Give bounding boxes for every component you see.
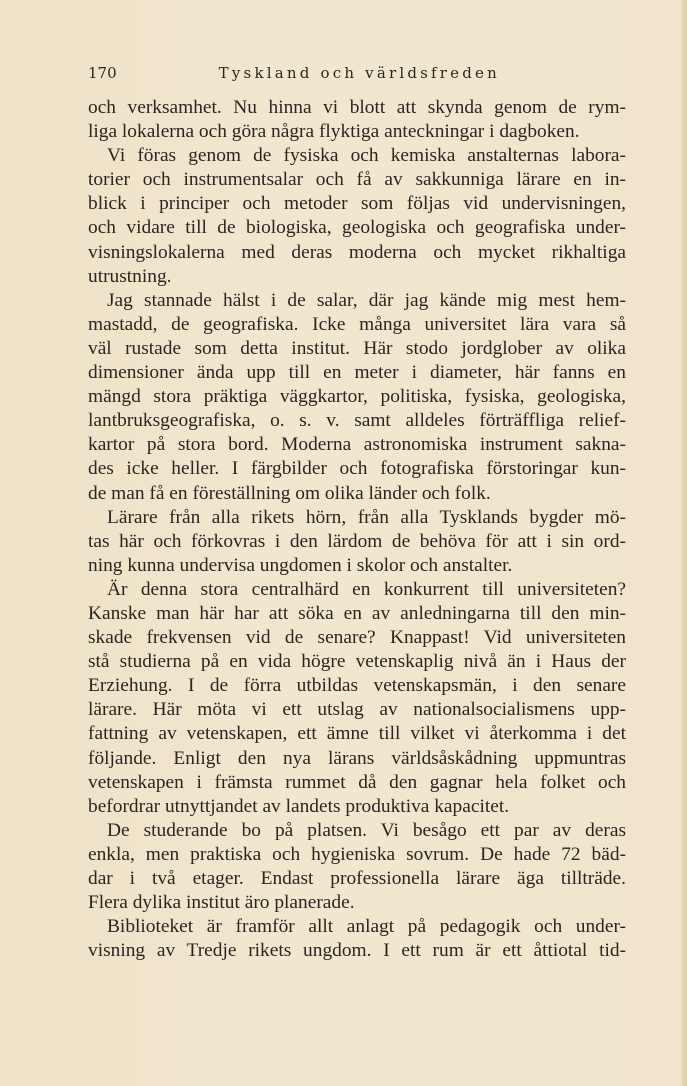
text-line: Lärare från alla rikets hörn, från alla Tysklands bygder mö- bbox=[107, 506, 626, 528]
text-line: tas här och förkovras i den lärdom de behöva för att i sin ord- bbox=[88, 530, 626, 552]
text-line: mastadd, de geografiska. Icke många universitet lära vara så bbox=[88, 313, 626, 335]
text-line: lärare. Här möta vi ett utslag av nationalsocialismens upp- bbox=[88, 699, 626, 721]
text-line: enkla, men praktiska och hygieniska sovrum. De hade 72 bäd- bbox=[88, 843, 626, 865]
text-line: Flera dylika institut äro planerade. bbox=[88, 892, 355, 914]
text-line: kartor på stora bord. Moderna astronomiska instrument sakna- bbox=[88, 434, 626, 456]
text-line: Jag stannade hälst i de salar, där jag kände mig mest hem- bbox=[107, 289, 626, 311]
text-line: vetenskapen i främsta rummet då den gagnar hela folket och bbox=[88, 771, 626, 793]
text-line: visningslokalerna med deras moderna och mycket rikhaltiga bbox=[88, 241, 626, 263]
text-line: Biblioteket är framför allt anlagt på pedagogik och under- bbox=[107, 916, 626, 938]
text-line: följande. Enligt den nya lärans världsåskådning uppmuntras bbox=[88, 747, 626, 769]
text-line: lantbruksgeografiska, o. s. v. samt alldeles förträffliga relief- bbox=[88, 410, 626, 432]
text-line: visning av Tredje rikets ungdom. I ett rum är ett åttiotal tid- bbox=[88, 940, 626, 962]
text-line: des icke heller. I färgbilder och fotografiska förstoringar kun- bbox=[88, 458, 626, 480]
page-edge bbox=[681, 0, 687, 1086]
running-title: Tyskland och världsfreden bbox=[218, 64, 500, 82]
text-line: befordrar utnyttjandet av landets produktiva kapacitet. bbox=[88, 795, 510, 817]
body-text bbox=[88, 96, 626, 963]
text-line: dimensioner ända upp till en meter i diameter, här fanns en bbox=[88, 362, 626, 384]
text-line: Kanske man här har att söka en av anledningarna till den min- bbox=[88, 602, 626, 624]
text-line: Är denna stora centralhärd en konkurrent till universiteten? bbox=[107, 578, 626, 600]
text-line: stå studierna på en vida högre vetenskaplig nivå än i Haus der bbox=[88, 651, 626, 673]
text-line: skade frekvensen vid de senare? Knappast! Vid universiteten bbox=[88, 627, 626, 649]
text-line: torier och instrumentsalar och få av sakkunniga lärare en in- bbox=[88, 169, 626, 191]
text-line: dar i två etager. Endast professionella lärare äga tillträde. bbox=[88, 868, 626, 889]
text-line: Erziehung. I de förra utbildas vetenskapsmän, i den senare bbox=[88, 675, 626, 697]
text-line: fattning av vetenskapen, ett ämne till vilket vi återkomma i det bbox=[88, 723, 626, 745]
text-line: ning kunna undervisa ungdomen i skolor och anstalter. bbox=[88, 554, 513, 576]
text-line: mängd stora präktiga väggkartor, politiska, fysiska, geologiska, bbox=[88, 386, 626, 408]
text-line: de man få en föreställning om olika länder och folk. bbox=[88, 482, 491, 504]
text-line: utrustning. bbox=[88, 265, 172, 287]
text-line: liga lokalerna och göra några flyktiga anteckningar i dagboken. bbox=[88, 121, 580, 143]
text-line: väl rustade som detta institut. Här stodo jordglober av olika bbox=[88, 337, 626, 359]
text-line: blick i principer och metoder som följas vid undervisningen, bbox=[88, 193, 626, 215]
page-number: 170 bbox=[88, 64, 117, 82]
text-line: och verksamhet. Nu hinna vi blott att skynda genom de rym- bbox=[88, 97, 626, 118]
running-header bbox=[88, 64, 500, 88]
text-line: och vidare till de biologiska, geologiska och geografiska under- bbox=[88, 217, 626, 239]
text-line: De studerande bo på platsen. Vi besågo ett par av deras bbox=[107, 819, 626, 841]
text-line: Vi föras genom de fysiska och kemiska anstalternas labora- bbox=[107, 145, 626, 167]
